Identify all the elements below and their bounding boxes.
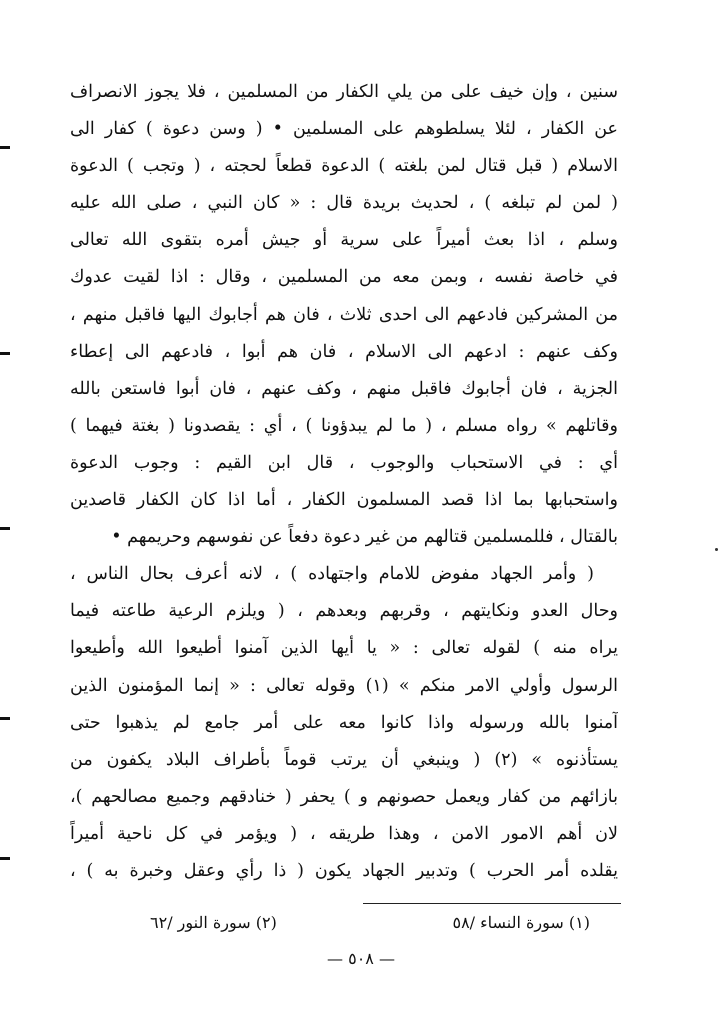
text-line: ( وأمر الجهاد مفوض للامام واجتهاده ) ، لانه أعرف بحال الناس ،: [70, 564, 594, 585]
edge-mark: [715, 548, 718, 551]
text-line: آمنوا بالله ورسوله واذا كانوا معه على أمر جامع لم يذهبوا حتى: [70, 712, 618, 733]
text-line: يستأذنوه » (٢) ( وينبغي أن يرتب قوماً بأطراف البلاد يكفون من: [70, 749, 618, 770]
text-line: وكف عنهم : ادعهم الى الاسلام ، فان هم أبوا ، فادعهم الى إعطاء: [70, 341, 618, 362]
text-line: وسلم ، اذا بعث أميراً على سرية أو جيش أمره بتقوى الله تعالى: [70, 230, 618, 251]
footnotes: [150, 913, 590, 932]
text-line: الجزية ، فان أجابوك فاقبل منهم ، وكف عنهم ، فان أبوا فاستعن بالله: [70, 378, 618, 399]
text-line: يراه منه ) لقوله تعالى : « يا أيها الذين آمنوا أطيعوا الله وأطيعوا: [70, 638, 618, 659]
footnote-2: (٢) سورة النور /٦٢: [150, 913, 277, 932]
binding-mark: [0, 527, 10, 530]
text-line: عن الكفار ، لئلا يسلطوهم على المسلمين • ( وسن دعوة ) كفار الى: [70, 119, 618, 140]
binding-mark: [0, 717, 10, 720]
binding-mark: [0, 352, 10, 355]
text-line: لان أهم الامور الامن ، وهذا طريقه ، ( ويؤمر في كل ناحية أميراً: [70, 823, 618, 844]
text-line: ( لمن لم تبلغه ) ، لحديث بريدة قال : « كان النبي ، صلى الله عليه: [70, 193, 618, 214]
binding-mark: [0, 857, 10, 860]
text-line: وقاتلهم » رواه مسلم ، ( ما لم يبدؤونا ) ، أي : يقصدونا ( بغتة فيهما ): [70, 415, 618, 436]
text-line: الاسلام ( قبل قتال لمن بلغته ) الدعوة قطعاً لحجته ، ( وتجب ) الدعوة: [70, 156, 618, 177]
text-line: بازائهم من كفار ويعمل حصونهم و ) يحفر ( خنادقهم وجميع مصالحهم )،: [70, 786, 618, 807]
text-line: في خاصة نفسه ، وبمن معه من المسلمين ، وقال : اذا لقيت عدوك: [70, 267, 618, 288]
footnote-divider: [363, 903, 621, 904]
text-line: من المشركين فادعهم الى احدى ثلاث ، فان هم أجابوك اليها فاقبل منهم ،: [70, 304, 618, 325]
text-line: واستحبابها بما اذا قصد المسلمون الكفار ، أما اذا كان الكفار قاصدين: [70, 490, 618, 511]
page-number: — ٥٠٨ —: [327, 949, 395, 968]
text-line: وحال العدو ونكايتهم ، وقربهم وبعدهم ، ( ويلزم الرعية طاعته فيما: [70, 601, 618, 622]
main-text: [70, 74, 618, 890]
text-line: أي : في الاستحباب والوجوب ، قال ابن القيم : وجوب الدعوة: [70, 452, 618, 473]
footnote-1: (١) سورة النساء /٥٨: [452, 913, 590, 932]
text-line: الرسول وأولي الامر منكم » (١) وقوله تعالى : « إنما المؤمنون الذين: [70, 675, 618, 696]
binding-mark: [0, 146, 10, 149]
text-line: يقلده أمر الحرب ) وتدبير الجهاد يكون ( ذا رأي وعقل وخبرة به ) ،: [70, 860, 618, 881]
text-line: بالقتال ، فللمسلمين قتالهم من غير دعوة دفعاً عن نفوسهم وحريمهم •: [111, 527, 618, 548]
text-line: سنين ، وإن خيف على من يلي الكفار من المسلمين ، فلا يجوز الانصراف: [70, 82, 618, 102]
